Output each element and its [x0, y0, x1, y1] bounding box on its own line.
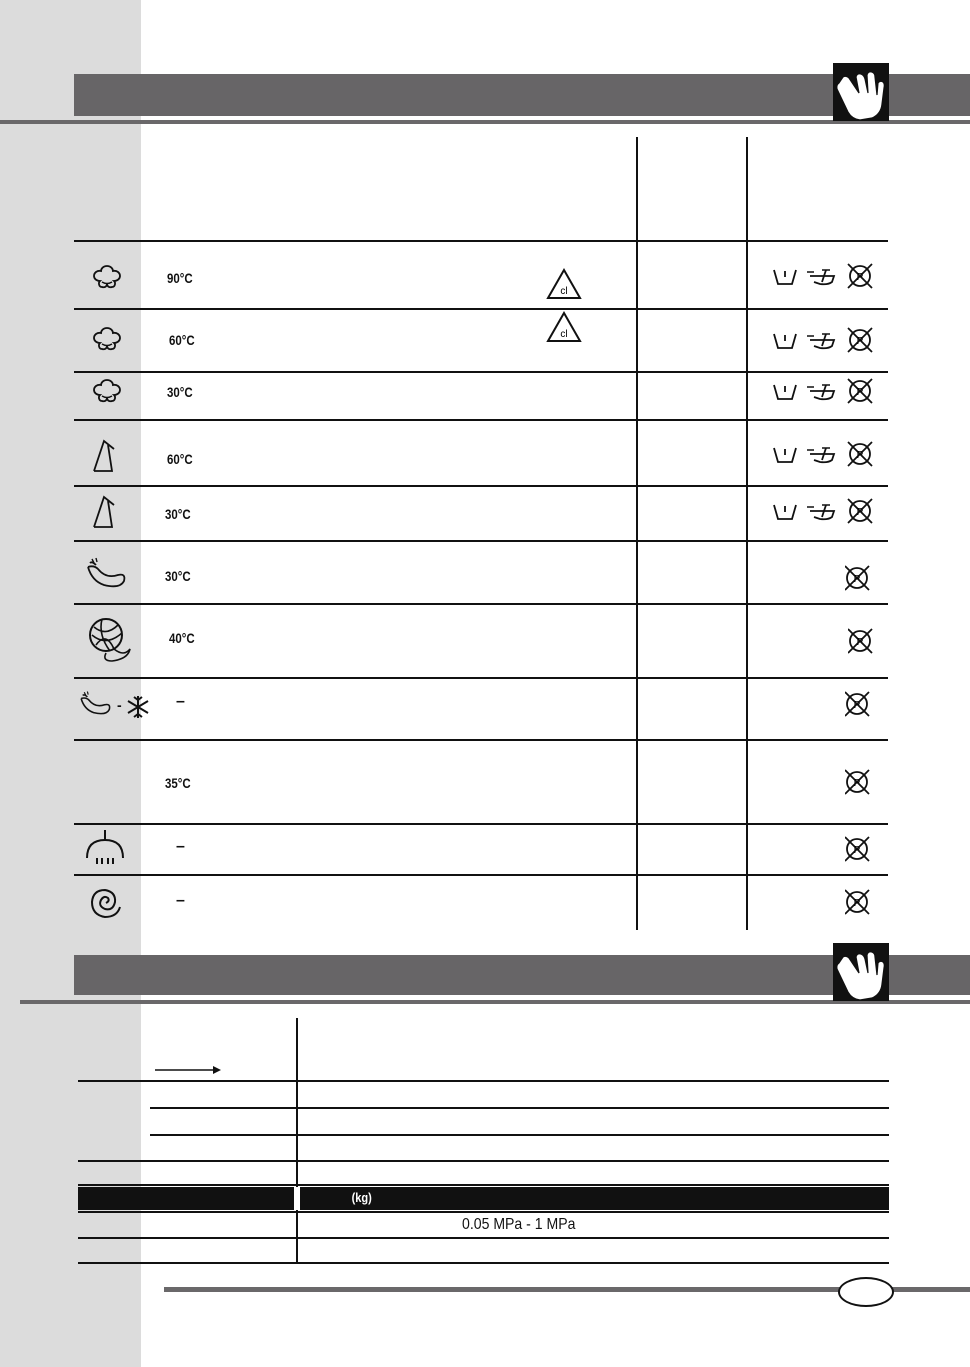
svg-text:P: P: [853, 845, 861, 856]
section-header-rule: [20, 1000, 970, 1004]
no-dry-clean-icon: [845, 690, 873, 718]
bleach-label: cl: [560, 329, 568, 340]
svg-text:P: P: [856, 637, 864, 648]
care-icons: [772, 262, 882, 297]
snowflake-icon: [126, 695, 150, 719]
spec-row-divider: [150, 1134, 889, 1136]
table-column-divider: [636, 137, 638, 930]
cotton-icon: [90, 262, 124, 294]
svg-text:P: P: [853, 898, 861, 909]
no-dry-clean-icon: [848, 442, 872, 466]
temperature-label: –: [176, 892, 185, 909]
chlorine-bleach-triangle-icon: [546, 268, 582, 300]
table-row-divider: [74, 419, 888, 421]
care-icons: [772, 497, 882, 532]
table-row-divider: [74, 371, 888, 373]
care-icons: [772, 326, 882, 361]
temperature-label: 40°C: [169, 630, 195, 646]
hand-icon: [833, 63, 889, 121]
iron-icon: [807, 334, 834, 348]
table-row-divider: [74, 485, 888, 487]
cotton-icon: [90, 324, 124, 356]
svg-text:P: P: [856, 450, 864, 461]
wool-ball-icon: [84, 613, 134, 665]
no-dry-clean-icon: [848, 264, 872, 288]
capacity-unit-label: (kg): [351, 1190, 372, 1205]
svg-text:P: P: [856, 336, 864, 347]
no-dry-clean-icon: [845, 888, 873, 916]
page-number-oval: [838, 1277, 894, 1307]
water-pressure-value: 0.05 MPa - 1 MPa: [462, 1216, 576, 1233]
table-header-rule: [74, 240, 888, 242]
delicate-feather-icon: [84, 557, 130, 591]
no-dry-clean-icon: [848, 499, 872, 523]
capacity-row-highlight: [78, 1187, 889, 1210]
svg-text:P: P: [853, 700, 861, 711]
spec-row-divider: [78, 1080, 889, 1082]
temperature-label: –: [176, 838, 185, 855]
no-dry-clean-icon: [845, 835, 873, 863]
svg-text:P: P: [856, 507, 864, 518]
spec-column-divider: [296, 1018, 298, 1263]
table-row-divider: [74, 823, 888, 825]
spec-row-divider: [150, 1107, 889, 1109]
no-dry-clean-icon: [848, 379, 872, 403]
svg-text:P: P: [853, 574, 861, 585]
handwash-basin-icon: [774, 505, 796, 519]
svg-text:P: P: [856, 272, 864, 283]
no-dry-clean-icon: [845, 564, 873, 592]
temperature-label: 30°C: [165, 506, 191, 522]
iron-icon: [807, 385, 834, 399]
handwash-basin-icon: [774, 385, 796, 399]
iron-icon: [807, 505, 834, 519]
no-dry-clean-icon: [848, 627, 876, 655]
care-icons: [772, 440, 882, 475]
spec-row-divider: [78, 1237, 889, 1239]
temperature-label: –: [176, 693, 185, 710]
temperature-label: 90°C: [167, 270, 193, 286]
bleach-label: cl: [560, 286, 568, 297]
rinse-shower-icon: [84, 828, 126, 868]
iron-icon: [807, 448, 834, 462]
table-column-divider: [746, 137, 748, 930]
chlorine-bleach-triangle-icon: [546, 311, 582, 343]
arrow-right-icon: [155, 1064, 223, 1076]
icon-separator: -: [117, 697, 122, 713]
capacity-row-separator: [294, 1187, 300, 1210]
handwash-basin-icon: [774, 334, 796, 348]
care-icons: [772, 377, 882, 412]
svg-text:P: P: [856, 387, 864, 398]
spec-row-divider: [78, 1211, 889, 1213]
synthetic-icon: [90, 437, 122, 475]
cotton-icon: [90, 376, 124, 408]
spec-row-divider: [78, 1160, 889, 1162]
synthetic-icon: [90, 493, 122, 531]
temperature-label: 60°C: [167, 451, 193, 467]
hand-icon: [833, 943, 889, 1001]
handwash-basin-icon: [774, 270, 796, 284]
table-row-divider: [74, 677, 888, 679]
iron-icon: [807, 270, 834, 284]
no-dry-clean-icon: [845, 768, 873, 796]
section-header-rule: [0, 120, 970, 124]
delicate-cold-icon: [78, 690, 114, 718]
temperature-label: 30°C: [165, 568, 191, 584]
temperature-label: 30°C: [167, 384, 193, 400]
table-row-divider: [74, 739, 888, 741]
no-dry-clean-icon: [848, 328, 872, 352]
table-row-divider: [74, 308, 888, 310]
temperature-label: 60°C: [169, 332, 195, 348]
table-row-divider: [74, 874, 888, 876]
spec-row-divider: [78, 1184, 889, 1186]
handwash-basin-icon: [774, 448, 796, 462]
table-row-divider: [74, 603, 888, 605]
table-row-divider: [74, 540, 888, 542]
spin-spiral-icon: [86, 883, 126, 923]
temperature-label: 35°C: [165, 775, 191, 791]
svg-text:P: P: [853, 778, 861, 789]
spec-row-divider: [78, 1262, 889, 1264]
page-margin-strip: [0, 0, 141, 1367]
